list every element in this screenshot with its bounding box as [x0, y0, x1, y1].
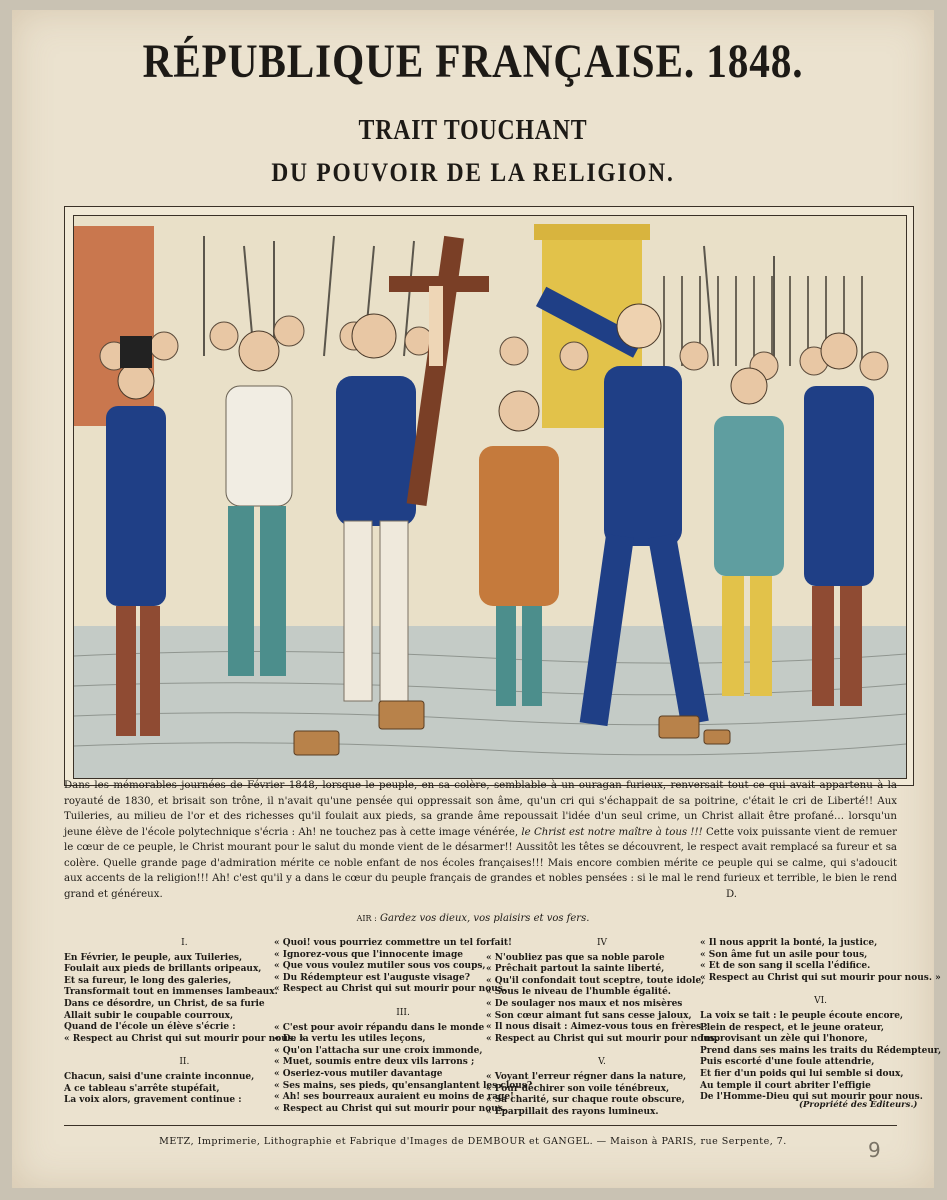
- verse-line: « Qu'il confondait tout sceptre, toute idole,: [486, 975, 705, 986]
- verse-line: Foulait aux pieds de brillants oripeaux,: [64, 964, 262, 975]
- verse-line: Transformait tout en immenses lambeaux.: [64, 987, 278, 998]
- publisher-credit: (Propriété des Éditeurs.): [799, 1100, 918, 1110]
- verse-line: Prend dans ses mains les traits du Rédempteur,: [700, 1045, 942, 1056]
- verse-line: « Ignorez-vous que l'innocente image: [274, 949, 464, 960]
- verse-line: Quand de l'école un élève s'écrie :: [64, 1022, 236, 1033]
- verse-line: « Du Rédempteur est l'auguste visage?: [274, 972, 470, 983]
- stanza-number: I.: [181, 938, 188, 948]
- narrative-paragraph: [64, 778, 897, 902]
- verse-line: « Ah! ses bourreaux auraient eu moins de rage!: [274, 1092, 514, 1103]
- verse-line: « Ses mains, ses pieds, qu'ensanglantent les clous?: [274, 1080, 533, 1091]
- stanza-number: VI.: [814, 996, 827, 1007]
- verse-line: « Pour déchirer son voile ténébreux,: [486, 1083, 670, 1094]
- verse-line: « Sa charité, sur chaque route obscure,: [486, 1095, 685, 1106]
- poster-title: RÉPUBLIQUE FRANÇAISE. 1848.: [142, 35, 804, 88]
- verse-line: Allait subir le coupable courroux,: [64, 1010, 234, 1021]
- verse-line: « C'est pour avoir répandu dans le monde: [274, 1022, 485, 1033]
- verse-line: « Quoi! vous pourriez commettre un tel forfait!: [274, 938, 513, 948]
- verse-line: « Voyant l'erreur régner dans la nature,: [486, 1071, 687, 1082]
- verse-line: Plein de respect, et le jeune orateur,: [700, 1022, 885, 1033]
- verse-line: « Que vous voulez mutiler sous vos coups,: [274, 961, 486, 972]
- verse-line: Chacun, saisi d'une crainte inconnue,: [64, 1071, 255, 1082]
- poster-subtitle: TRAIT TOUCHANT: [358, 114, 588, 146]
- narrative-text-1: Dans les mémorables journées de Février 1848, lorsque le peuple, en sa colère, semblable à un ouragan furieux, renversait tout ce qui avait appartenu à la royauté de 1830, et brisait son trône, il n'avait qu'une pensée qui oppressait son âme, qu'un cri qui s'échappait de sa poitrine, c'était le cri de Liberté!! Aux Tuileries, au milieu de l'or et des richesses qu'il foulait aux pieds, sa grande âme repoussait l'idée d'un seul crime, un Christ allait être profané… lorsqu'un jeune élève de l'école polytechnique s'écria : Ah! ne touchez pas à cette image vénérée,: [64, 780, 897, 838]
- narrative-italic: le Christ est notre maître à tous !!!: [521, 826, 703, 838]
- signature: D.: [725, 888, 737, 900]
- verse-line: « Son âme fut un asile pour tous,: [700, 949, 868, 960]
- song-column-4: [700, 938, 941, 1104]
- song-column-3: [486, 938, 718, 1118]
- verse-line: « Son cœur aimant fut sans cesse jaloux,: [486, 1010, 692, 1021]
- pencil-mark: 9: [868, 1138, 881, 1162]
- poster-sheet: [12, 10, 942, 1188]
- verse-line: « Oseriez-vous mutiler davantage: [274, 1068, 443, 1079]
- verse-line: Dans ce désordre, un Christ, de sa furie: [64, 998, 265, 1009]
- verse-line: De l'Homme-Dieu qui sut mourir pour nous.: [700, 1092, 923, 1103]
- stanza-number: III.: [396, 1007, 410, 1018]
- engraving-crowd-crucifix-icon: [73, 215, 907, 779]
- verse-line: La voix alors, gravement continue :: [64, 1095, 242, 1106]
- verse-line: « De soulager nos maux et nos misères: [486, 998, 683, 1009]
- narrative-text-2: Cette voix puissante vient de remuer le cœur de ce peuple, le Christ mourant pour le salut du monde vient de le désarmer!! Aussitôt les têtes se découvrent, le respect avait remplacé sa fureur et sa colère. Quelle grande page d'admiration mérite ce noble enfant de nos écoles françaises!!! Mais encore combien mérite ce peuple qui se calme, qui s'adoucit aux accents de la religion!!! Ah! c'est qu'il y a dans le cœur du peuple français de grandes et nobles pensées : si le mal le rend furieux et terrible, le bien le rend grand et généreux.: [64, 826, 897, 900]
- air-text: Gardez vos dieux, vos plaisirs et vos fers.: [379, 913, 590, 924]
- verse-line: « Il nous apprit la bonté, la justice,: [700, 938, 878, 948]
- air-line: [12, 913, 934, 924]
- verse-line: « Respect au Christ qui sut mourir pour nous. »: [700, 972, 941, 983]
- stanza-number: II.: [179, 1057, 190, 1068]
- verse-line: « N'oubliez pas que sa noble parole: [486, 952, 665, 963]
- verse-line: Au temple il court abriter l'effigie: [700, 1080, 871, 1091]
- stanza-number: IV: [596, 938, 607, 948]
- verse-line: La voix se tait : le peuple écoute encore,: [700, 1010, 904, 1021]
- verse-line: A ce tableau s'arrête stupéfait,: [64, 1083, 220, 1094]
- air-label: AIR :: [356, 914, 377, 923]
- printer-imprint: METZ, Imprimerie, Lithographie et Fabrique d'Images de DEMBOUR et GANGEL. — Maison à PARIS, rue Serpente, 7.: [159, 1136, 787, 1147]
- song-column-1: [64, 938, 305, 1107]
- verse-line: « Muet, soumis entre deux vils larrons ;: [274, 1057, 475, 1068]
- verse-line: Et fier d'un poids qui lui semble si doux,: [700, 1068, 904, 1079]
- divider-rule: [64, 1125, 897, 1126]
- verse-line: Puis escorté d'une foule attendrie,: [700, 1057, 875, 1068]
- verse-line: « Et de son sang il scella l'édifice.: [700, 961, 871, 972]
- verse-line: « De la vertu les utiles leçons,: [274, 1034, 426, 1045]
- verse-line: « Sous le niveau de l'humble égalité.: [486, 987, 671, 998]
- verse-line: « Respect au Christ qui sut mourir pour nous.: [274, 984, 506, 995]
- poster-subtitle-2: DU POUVOIR DE LA RELIGION.: [271, 158, 675, 187]
- verse-line: Improvisant un zèle qui l'honore,: [700, 1034, 868, 1045]
- verse-line: Et sa fureur, le long des galeries,: [64, 975, 232, 986]
- verse-line: « Respect au Christ qui sut mourir pour nous.: [274, 1103, 506, 1114]
- verse-line: « Éparpillait des rayons lumineux.: [486, 1106, 659, 1117]
- verse-line: « Prêchait partout la sainte liberté,: [486, 964, 665, 975]
- illustration-frame: [64, 206, 914, 786]
- verse-line: « Respect au Christ qui sut mourir pour nous.: [486, 1033, 718, 1044]
- verse-line: « Il nous disait : Aimez-vous tous en frères ;: [486, 1022, 708, 1033]
- verse-line: « Qu'on l'attacha sur une croix immonde,: [274, 1045, 483, 1056]
- verse-line: « Respect au Christ qui sut mourir pour nous. »: [64, 1033, 305, 1044]
- stanza-number: V.: [598, 1057, 606, 1068]
- verse-line: En Février, le peuple, aux Tuileries,: [64, 952, 243, 963]
